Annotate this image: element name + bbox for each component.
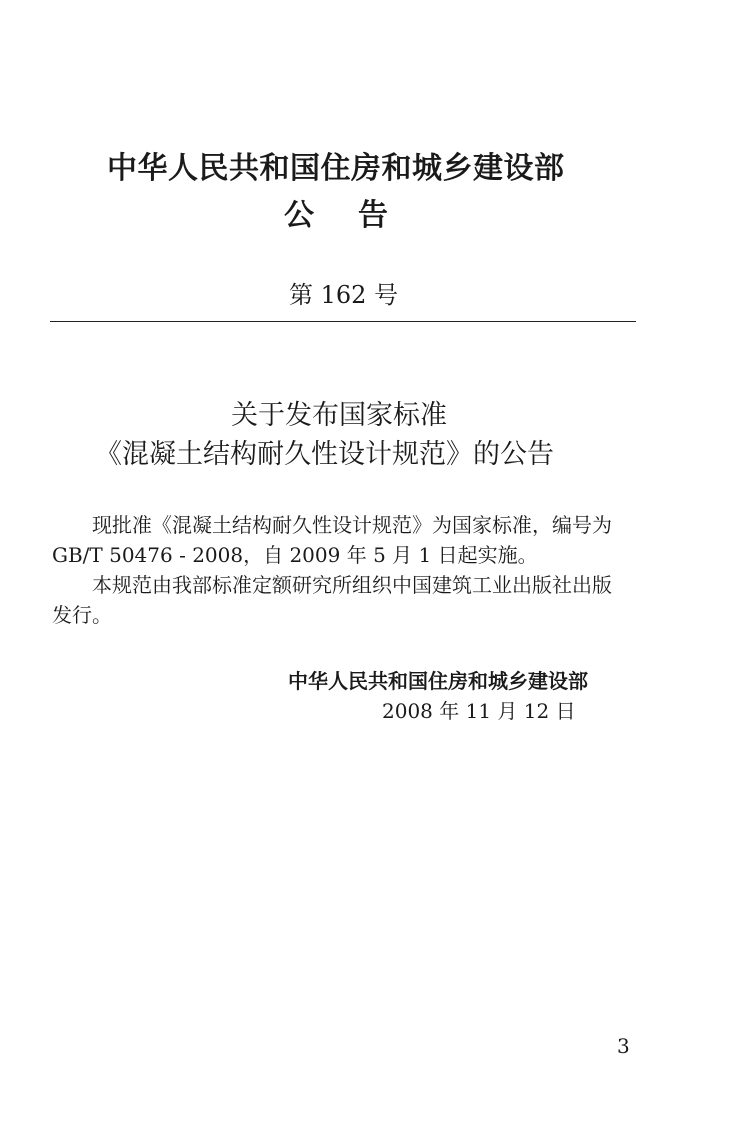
signature-organization: 中华人民共和国住房和城乡建设部 (288, 669, 588, 693)
body-paragraph-approval (52, 510, 642, 570)
announcement-heading-line2: 《混凝土结构耐久性设计规范》的公告 (95, 439, 554, 470)
body-paragraph-publication-line1: 本规范由我部标准定额研究所组织中国建筑工业出版社出版 (92, 573, 612, 597)
signature-date: 2008 年 11 月 12 日 (382, 699, 576, 723)
body-paragraph-approval-line1: 现批准《混凝土结构耐久性设计规范》为国家标准，编号为 (92, 513, 612, 537)
ministry-title: 中华人民共和国住房和城乡建设部 (107, 151, 565, 186)
body-paragraph-publication (52, 570, 642, 630)
announcement-number: 第 162 号 (289, 281, 399, 309)
header-divider (50, 321, 636, 322)
announcement-heading-line1: 关于发布国家标准 (231, 400, 447, 431)
announcement-label: 公告 (284, 198, 432, 233)
body-paragraph-publication-line2: 发行。 (52, 603, 112, 627)
body-paragraph-approval-line2: GB/T 50476 - 2008，自 2009 年 5 月 1 日起实施。 (52, 543, 538, 567)
page-number: 3 (617, 1034, 630, 1058)
